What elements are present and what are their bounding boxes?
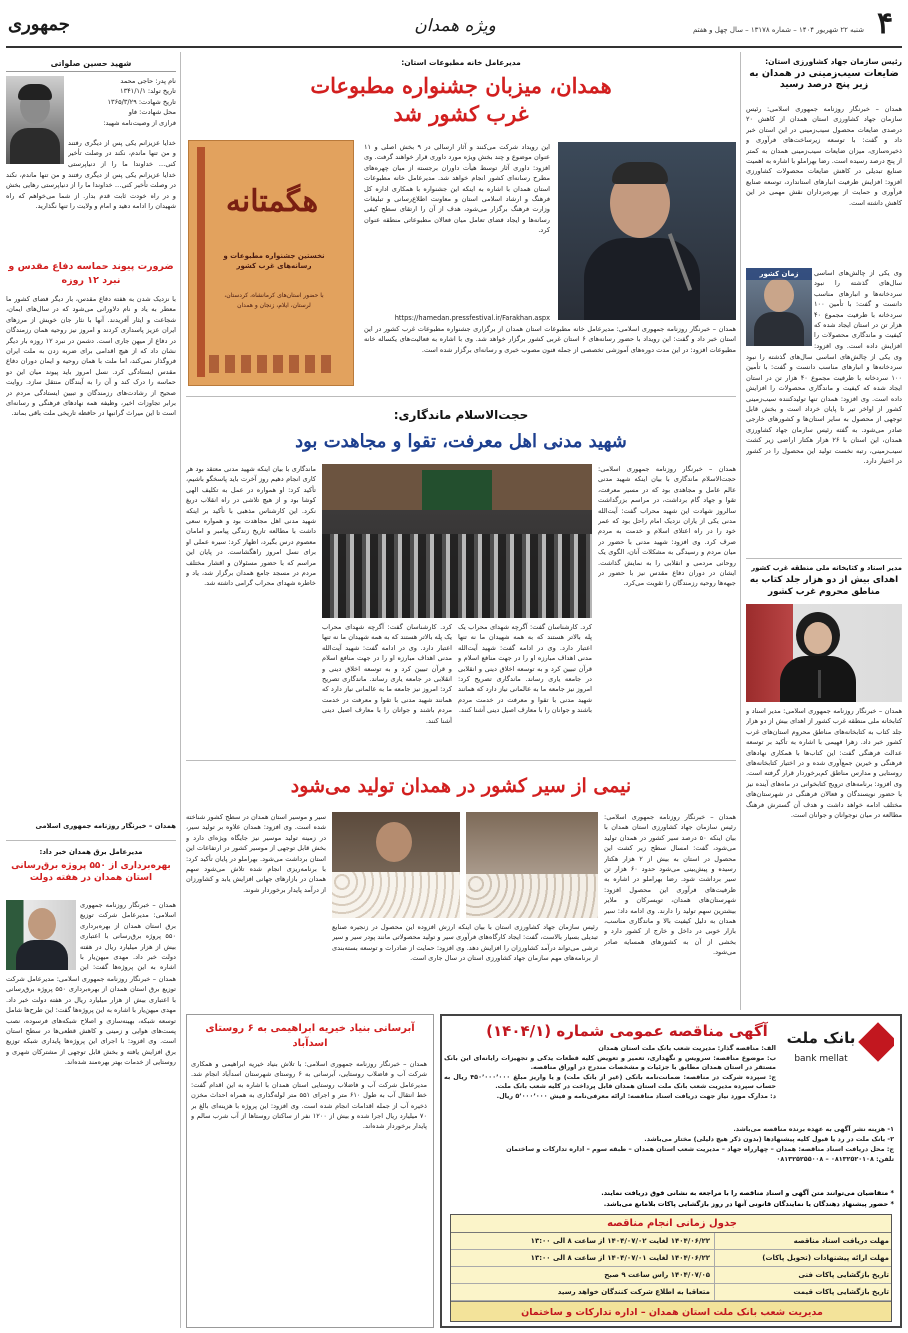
- crowd-shape: [322, 534, 592, 618]
- schedule-row: [451, 1284, 892, 1301]
- bank-tender-ad: [440, 1014, 902, 1328]
- martyr-will: خدایا عزیزانم یکی پس از دیگری رفتند و من تنها ماندم، نکند در وصلت تأخیر کنی… خداوندا ما را از دنیاپرستی: [68, 139, 176, 168]
- martyr-will-2: خدایا عزیزانم یکی پس از دیگری رفتند و من تنها ماندم، نکند در وصلت تأخیر کنی… خداوندا ما را از دنیاپرستی رهایی بخش و در راه خودت ثابت قدم بدار. از شما می‌خواهم که راه شهیدان را ادامه دهید و امام و ولایت را تنها نگذارید.: [6, 171, 176, 211]
- schedule-label: تاریخ بازگشایی پاکات قیمت: [793, 1288, 889, 1296]
- ad-title: آگهی مناقصه عمومی شماره (۱۴۰۴/۱): [486, 1022, 768, 1040]
- garlic-vendor-photo-1: [466, 812, 598, 918]
- column-divider-left: [180, 52, 181, 1328]
- bank-name: بانک ملت: [786, 1029, 856, 1047]
- suit-shape: [584, 238, 700, 320]
- martyr-photo: [6, 76, 64, 164]
- microphone-icon: [818, 670, 821, 698]
- library-title: اهدای بیش از دو هزار جلد کتاب به مناطق محروم غرب کشور: [749, 575, 899, 597]
- top-story-body: این رویداد شرکت می‌کنند و آثار ارسالی در ۹ بخش اصلی و ۱۱ عنوان موضوع و چند بخش ویژه مورد داوری قرار خواهند گرفت. وی افزود: داوری آثار توسط هیأت داوران برجسته از میان چهره‌های مطرح رسانه‌ای کشور انجام خواهد شد. مدیرعامل خانه مطبوعات استان همدان با اشاره به اینکه این جشنواره با همکاری اداره کل فرهنگ و ارشاد اسلامی استان و معاونت اطلاع‌رسانی و تبلیغات وزارت فرهنگ برگزار می‌شود، هدف از آن را ارتقای سطح کیفی رسانه‌ها و ایجاد فضای تعامل میان فعالان مطبوعاتی منطقه عنوان کرد.: [364, 143, 550, 235]
- schedule-label: مهلت ارائه پیشنهادات (تحویل پاکات): [762, 1254, 889, 1262]
- mid-story-body-col2b: کرد. کارشناسان گفت: آگرچه شهدای محراب یک پله بالاتر هستند که به همه شهیدان ما نه تنها اعتبار دارد. وی در ادامه گفت: شهید آیت‌الله مدنی اهداف مبارزه او را در جهت منافع اسلام و قرآن تبیین کرد و به توسعه اخلاق دینی و انقلابی در جامعه یاری رساند. ماندگاری تصریح کرد: امروز نیز جامعه ما به عالمانی نیاز دارد که همانند شهید مدنی با تقوا و معرفت در خدمت مردم باشند و جوانان را با معارف اصیل دینی آشنا کنند.: [322, 623, 452, 725]
- mid-story: [186, 400, 736, 758]
- potato-title: ضایعات سیب‌زمینی در همدان به زیر پنج درصد رسید: [749, 68, 899, 90]
- library-kicker: مدیر اسناد و کتابخانه ملی منطقه غرب کشور: [751, 564, 902, 572]
- hair-shape: [612, 162, 668, 184]
- bank-logo-icon: [858, 1022, 894, 1062]
- martyr-bio: نام پدر: حاجی محمد تاریخ تولد: ۱۳۴۱/۱/۱ تاریخ شهادت: ۱۳۶۵/۳/۲۹ محل شهادت: فاو فرازی از وصیت‌نامه شهید:: [103, 77, 176, 127]
- poster-logo-row: [209, 355, 335, 373]
- shirt-shape: [10, 128, 60, 164]
- ad-notes: ۱- هزینه نشر آگهی به عهده برنده مناقصه می‌باشد. ۲- بانک ملت در رد یا قبول کلیه پیشنهادها (بدون ذکر هیچ دلیلی) مختار می‌باشد. ج: محل دریافت اسناد مناقصه: همدان – چهارراه جهاد – مدیریت شعب استان همدان – طبقه سوم – اداره تدارکات و ساختمان تلفن: ۰۸۱۳۲۵۲۰۱۰۸ – ۰۸۱۳۲۵۲۵۵۰۰۸: [506, 1125, 894, 1163]
- schedule-footer: مدیریت شعب بانک ملت استان همدان – اداره تدارکات و ساختمان: [451, 1301, 892, 1322]
- mid-story-body-col3: ماندگاری با بیان اینکه شهید مدنی معتقد بود هر کاری انجام دهیم روز آخرت باید پاسخگو باشیم، تأکید کرد: او همواره در عمل به تکلیف الهی کوشا بود و از هیچ تلاشی در راه انقلاب دریغ نکرد. این کارشناس مذهبی با تأکید بر اینکه شهید مدنی اهل مجاهدت بود و همواره سعی داشت با مطالعه تاریخ زندگی پیامبر و امامان معصوم درس بگیرد، اظهار کرد: سیره عملی او برای نسل امروز راهگشاست. در پایان این مراسم که با حضور مسئولان و اقشار مختلف مردم در مسجد جامع همدان برگزار شد، یاد و خاطره شهدای محراب گرامی داشته شد.: [186, 465, 316, 588]
- ceremony-photo: [322, 464, 592, 618]
- schedule-value: ۱۴۰۴/۰۷/۰۵ راس ساعت ۹ صبح: [455, 1267, 715, 1284]
- power-title: بهره‌برداری از ۵۵۰ پروژه برق‌رسانی استان همدان در هفته دولت: [11, 861, 171, 883]
- header-rule: [6, 46, 902, 48]
- garlic-vendor-photo-2: [332, 812, 460, 918]
- left-column: [6, 54, 176, 1328]
- person-icon: [764, 278, 794, 312]
- paper-name: جمهوری: [8, 14, 70, 35]
- garlic-story-body: همدان – خبرنگار روزنامه جمهوری اسلامی: رئیس سازمان جهاد کشاورزی استان همدان با بیان اینکه ۵۰ درصد سیر کشور در همدان تولید می‌شود، گفت: امسال سطح زیر کشت این محصول در استان به بیش از ۲ هزار هکتار رسیده و پیش‌بینی می‌شود حدود ۶۰ هزار تن سیر برداشت شود. رضا بهراملو در اشاره به ظرفیت‌های فرآوری این محصول افزود: شهرستان‌های همدان، تویسرکان و ملایر بیشترین سهم تولید را دارند. وی ادامه داد: سیر همدان به دلیل کیفیت بالا و ماندگاری مناسب، بازار خوبی در داخل و خارج از کشور دارد و بخشی از آن به کشورهای همسایه صادر می‌شود.: [604, 813, 736, 957]
- mid-story-rule: [186, 760, 736, 761]
- schedule-row: [451, 1267, 892, 1284]
- left-story-rule: [6, 840, 176, 841]
- poster-ornament: [197, 147, 205, 377]
- charity-story: [186, 1014, 434, 1328]
- schedule-label: تاریخ بازگشایی پاکات فنی: [798, 1271, 889, 1279]
- page-header: [0, 0, 908, 52]
- potato-kicker: رئیس سازمان جهاد کشاورزی استان:: [765, 57, 902, 66]
- mid-story-kicker: حجت‌الاسلام ماندگاری:: [393, 408, 529, 422]
- schedule-title: جدول زمانی انجام مناقصه: [451, 1215, 892, 1233]
- power-kicker: مدیرعامل برق همدان خبر داد:: [39, 848, 143, 856]
- suit-shape: [16, 940, 68, 970]
- potato-body-2: وی یکی از چالش‌های اساسی سال‌های گذشته را نبود سردخانه‌ها و انبارهای مناسب دانست و گفت: با تأمین ۱۰۰ سردخانه با ظرفیت مجموع ۴۰ هزار تن در استان ایجاد شده که کیفیت و ماندگاری محصولات را افزایش داده است. وی افزود:: [814, 269, 902, 350]
- garlic-pile: [332, 872, 460, 918]
- defense-body: با نزدیک شدن به هفته دفاع مقدس، بار دیگر فضای کشور ما معطر به یاد و نام دلاورانی می‌شود که در سال‌های ایمان، شجاعت و ایثار آفریدند. آنها با نثار جان خویش از مرزهای ایران عزیز پاسداری کردند و امروز نیز روحیه همان رزمندگان در دفاع از میهن جاری است. دشمن در نبرد ۱۲ روزه بار دیگر نشان داد که از هیچ اقدامی برای ضربه زدن به ملت ایران فروگذار نمی‌کند، اما ملت با همان روحیه و ایمان دوران دفاع مقدس ایستادگی کرد. نسل امروز باید پیوند میان این دو حماسه را درک کند و آن را به آیندگان منتقل سازد. روایت صحیح از رشادت‌های رزمندگان و تبیین ایستادگی مردم در برابر تجاوزات اخیر، وظیفه همه نهادهای فرهنگی و رسانه‌ای است تا این میراث گرانبها در حافظه تاریخی ملت باقی بماند.: [6, 295, 176, 418]
- top-story: [186, 54, 736, 394]
- bank-latin-name: bank mellat: [794, 1054, 848, 1064]
- festival-poster: [188, 140, 354, 386]
- garlic-story-body-col3: سیر و موسیر استان همدان در سطح کشور شناخته شده است. وی افزود: همدان علاوه بر تولید سیر، در زمینه تولید موسیر نیز جایگاه ویژه‌ای دارد و بخش قابل توجهی از موسیر کشور در ارتفاعات این استان برداشت می‌شود. بهراملو در پایان تأکید کرد: با برنامه‌ریزی انجام شده تلاش می‌شود سهم همدان در بازارهای جهانی افزایش یابد و کشاورزان از درآمد پایدار برخوردار شوند.: [186, 813, 326, 894]
- photo-caption: زمان کشور: [746, 268, 812, 280]
- festival-url[interactable]: https://hamedan.pressfestival.ir/Farakhan.aspx: [394, 314, 550, 322]
- top-story-kicker: مدیرعامل خانه مطبوعات استان:: [401, 58, 521, 67]
- hair-shape: [18, 84, 52, 100]
- poster-provinces: با حضور استان‌های کرمانشاه، کردستان، لرستان، ایلام، زنجان و همدان: [224, 292, 324, 309]
- potato-body-3: وی یکی از چالش‌های اساسی سال‌های گذشته را نبود سردخانه‌ها و انبارهای مناسب دانست و گفت: با تأمین ۱۰۰ سردخانه با ظرفیت مجموع ۴۰ هزار تن در استان ایجاد شده که کیفیت و ماندگاری محصولات را افزایش داده است. وی افزود: همدان تنها تولیدکننده سیب‌زمینی کشور از اواخر تیر تا پایان خرداد است و بخش قابل توجهی از محصول به سایر استان‌ها و کشورهای خارجی صادر می‌شود. به گفته رئیس سازمان جهاد کشاورزی همدان، این استان با ۲۶ هزار هکتار اراضی زیر کشت سیب‌زمینی، رتبه نخست تولید این محصول را در کشور در اختیار دارد.: [746, 353, 902, 466]
- person-icon: [28, 908, 56, 940]
- schedule-rows: [451, 1233, 892, 1301]
- schedule-value: ۱۴۰۴/۰۶/۲۲ لغایت ۱۴۰۴/۰۷/۰۲ از ساعت ۸ الی ۱۳:۰۰: [455, 1233, 715, 1250]
- garlic-pile: [466, 874, 598, 918]
- defense-byline: همدان – خبرنگار روزنامه جمهوری اسلامی: [35, 822, 176, 830]
- schedule-row: [451, 1250, 892, 1267]
- bank-logo: [782, 1022, 894, 1076]
- schedule-table: [450, 1214, 892, 1322]
- face-shape: [804, 622, 832, 654]
- garlic-story: [186, 762, 736, 1010]
- schedule-label: مهلت دریافت اسناد مناقصه: [793, 1237, 889, 1245]
- top-story-title: همدان، میزبان جشنواره مطبوعات غرب کشور شد: [310, 73, 612, 126]
- press-director-photo: [558, 142, 736, 320]
- mid-story-body-col2: کرد. کارشناسان گفت: آگرچه شهدای محراب یک پله بالاتر هستند که به همه شهیدان ما نه تنها اعتبار دارد. وی در ادامه گفت: شهید آیت‌الله مدنی اهداف مبارزه او را در جهت منافع اسلام و قرآن تبیین کرد و به توسعه اخلاق دینی و انقلابی در جامعه یاری رساند. ماندگاری تصریح کرد: امروز نیز جامعه ما به عالمانی نیاز دارد که همانند شهید مدنی با تقوا و معرفت در خدمت مردم باشند و جوانان را با معارف اصیل دینی آشنا کنند.: [458, 623, 592, 715]
- defense-title: ضرورت پیوند حماسه دفاع مقدس و نبرد ۱۲ روزه: [8, 261, 174, 286]
- poster-title: هگمتانه: [225, 184, 319, 219]
- mid-story-title: شهید مدنی اهل معرفت، تقوا و مجاهدت بود: [295, 431, 627, 452]
- person-icon: [376, 822, 412, 862]
- garlic-story-body-col2: رئیس سازمان جهاد کشاورزی استان با بیان اینکه ارزش افزوده این محصول در زنجیره صنایع تبدیلی بسیار بالاست، گفت: ایجاد کارگاه‌های فرآوری سیر و تولید محصولاتی مانند پودر سیر و سیر ترشی می‌تواند درآمد کشاورزان را افزایش دهد. وی افزود: حمایت از صادرات و توسعه بسته‌بندی از برنامه‌های مهم سازمان جهاد کشاورزی استان در سال جاری است.: [332, 923, 598, 963]
- ad-notes-bold: * متقاضیان می‌توانند متن آگهی و اسناد مناقصه را با مراجعه به نشانی فوق دریافت نمایند. * حضور پیشنهاد دهندگان یا نمایندگان قانونی آنها در روز بازگشایی پاکات بلامانع می‌باشد.: [601, 1189, 894, 1208]
- schedule-value: ۱۴۰۴/۰۶/۲۲ لغایت ۱۴۰۴/۰۷/۰۱ از ساعت ۸ الی ۱۳:۰۰: [455, 1250, 715, 1267]
- charity-title: آبرسانی بنیاد خیریه ابراهیمی به ۶ روستای اسدآباد: [205, 1023, 415, 1049]
- potato-official-photo: [746, 268, 812, 346]
- mid-story-body: همدان – خبرنگار روزنامه جمهوری اسلامی: حجت‌الاسلام ماندگاری با بیان اینکه شهید مدنی عالم عامل و مجاهدی بود که در مسیر معرفت، تقوا و جهاد گام برداشت، در مراسم بزرگداشت سالروز شهادت این شهید محراب گفت: آیت‌الله مدنی یکی از یاران نزدیک امام راحل بود که عمر خود را در راه اعتلای اسلام و خدمت به مردم صرف کرد. وی افزود: شهید مدنی با حضور در میان مردم و رسیدگی به مشکلات آنان، الگوی یک روحانی مردمی و انقلابی را به نمایش گذاشت. ایشان در دوران دفاع مقدس نیز با حضور در جبهه‌ها روحیه رزمندگان را تقویت می‌کرد.: [598, 465, 736, 588]
- potato-body: همدان – خبرنگار روزنامه جمهوری اسلامی: رئیس سازمان جهاد کشاورزی استان همدان از کاهش ۲۰ درصدی ضایعات محصول سیب‌زمینی در این استان خبر داد و گفت: با توسعه زیرساخت‌های فرآوری و ذخیره‌سازی، میزان ضایعات سیب‌زمینی همدان به کمتر از پنج درصد رسیده است. رضا بهراملو با اشاره به اهمیت صنایع تبدیلی در کاهش ضایعات محصولات کشاورزی افزود: افزایش ظرفیت انبارهای استاندارد، توسعه صنایع فرآوری و حمایت از بهره‌برداران نقش مهمی در این کاهش داشته است.: [746, 105, 902, 207]
- power-director-photo: [6, 900, 76, 970]
- banner-shape: [422, 470, 492, 510]
- right-story-rule: [746, 558, 902, 559]
- top-story-rule: [186, 396, 736, 397]
- suit-shape: [754, 312, 804, 346]
- ad-intro: الف: مناقصه گذار: مدیریت شعب بانک ملت استان همدان ب: موضوع مناقصه: سرویس و نگهداری، تعمیر و تعویض کلیه قطعات یدکی و تجهیزات رایانه‌ای این بانک مستقر در استان همدان مطابق با جزئیات و مشخصات مندرج در اوراق مناقصه. ج: سپرده شرکت در مناقصه: ضمانت‌نامه بانکی (غیر از بانک ملت) و یا واریز مبلغ ۴۵۰٬۰۰۰٬۰۰۰ ریال به حساب سپرده مدیریت شعب بانک ملت استان همدان قابل پرداخت در کلیه شعب بانک ملت. د: مدارک مورد نیاز جهت دریافت اسناد مناقصه: ارائه معرفی‌نامه و فیش ۵٬۰۰۰٬۰۰۰ ریال.: [444, 1044, 776, 1100]
- schedule-value: متعاقبا به اطلاع شرکت کنندگان خواهد رسید: [455, 1284, 715, 1301]
- top-story-body-2: همدان – خبرنگار روزنامه جمهوری اسلامی: مدیرعامل خانه مطبوعات استان همدان از برگزاری جشنواره مطبوعات غرب کشور در این استان خبر داد و گفت: این رویداد با حضور رسانه‌های ۶ استان غربی کشور برگزار خواهد شد. وی با اشاره به فعالیت‌های یکساله خانه مطبوعات افزود: در این مدت دوره‌های آموزشی تخصصی از جمله فنون مصوب خبری و رسانه‌ای برگزار شده است.: [364, 325, 736, 354]
- library-director-photo: [746, 604, 902, 702]
- right-column: [746, 54, 902, 1010]
- column-divider-right: [740, 52, 741, 1010]
- power-body-2: همدان – خبرنگار روزنامه جمهوری اسلامی: مدیرعامل شرکت توزیع برق استان همدان از بهره‌برداری ۵۵۰ پروژه برق‌رسانی با اعتباری بیش از هزار میلیارد ریال در هفته دولت خبر داد. مهدی میهن‌یار با اشاره به این پروژه‌ها گفت: این طرح‌ها شامل توسعه شبکه، بهینه‌سازی و اصلاح شبکه‌های فرسوده، نصب پست‌های هوایی و زمینی و کاهش قطعی‌ها در سطح استان است. وی افزود: با اجرای این پروژه‌ها پایداری شبکه توزیع برق افزایش یافته و بخش قابل توجهی از مشترکان شهری و روستایی از خدمات بهتر بهره‌مند شده‌اند.: [6, 975, 176, 1067]
- page-number: ۴: [876, 6, 894, 41]
- charity-body: همدان – خبرنگار روزنامه جمهوری اسلامی: با تلاش بنیاد خیریه ابراهیمی و همکاری شرکت آب و فاضلاب روستایی، آبرسانی به ۶ روستای شهرستان اسدآباد انجام شد. مدیرعامل شرکت آب و فاضلاب روستایی استان همدان با اشاره به این اقدام گفت: خط انتقال آب به طول ۶۱۰ متر و اجرای ۵۵۱ متر لوله‌گذاری به همراه احداث مخزن ذخیره آب از جمله اقدامات انجام شده است. وی افزود: این پروژه با هزینه‌ای بالغ بر ۷۰ میلیارد ریال اجرا شده و بیش از ۱۲۰۰ نفر از ساکنان روستاها از آب شرب سالم و پایدار برخوردار شده‌اند.: [191, 1060, 427, 1131]
- schedule-row: [451, 1233, 892, 1250]
- library-body: همدان – خبرنگار روزنامه جمهوری اسلامی: مدیر اسناد و کتابخانه ملی منطقه غرب کشور از اهدای بیش از دو هزار جلد کتاب به کتابخانه‌های مناطق محروم استان‌های غرب کشور خبر داد. زهرا فهیمی با اشاره به تأکید بر توسعه عدالت فرهنگی گفت: این کتاب‌ها با همکاری نهادهای فرهنگی و خیرین جمع‌آوری شده و در اختیار کتابخانه‌های روستایی و مدارس مناطق کم‌برخوردار قرار گرفته است. وی افزود: برنامه‌های ترویج کتابخوانی در ماه‌های آینده نیز با حضور نویسندگان و فعالان فرهنگی در شهرستان‌های مختلف ادامه خواهد داشت و هدف آن گسترش فرهنگ مطالعه در میان نوجوانان و جوانان است.: [746, 707, 902, 820]
- martyr-title: شهید حسین صلواتی: [6, 56, 176, 72]
- date-line: شنبه ۲۲ شهریور ۱۴۰۴ – شماره ۱۳۱۷۸ – سال چهل و هفتم: [692, 26, 864, 34]
- section-title: ویژه همدان: [414, 16, 496, 36]
- power-body: همدان – خبرنگار روزنامه جمهوری اسلامی: مدیرعامل شرکت توزیع برق استان همدان از بهره‌برداری ۵۵۰ پروژه برق‌رسانی با اعتباری بیش از هزار میلیارد ریال در هفته دولت خبر داد. مهدی میهن‌یار با اشاره به این پروژه‌ها گفت: این: [80, 901, 176, 972]
- garlic-story-title: نیمی از سیر کشور در همدان تولید می‌شود: [290, 775, 632, 797]
- poster-subtitle: نخستین جشنواره مطبوعات و رسانه‌های غرب کشور: [223, 252, 325, 270]
